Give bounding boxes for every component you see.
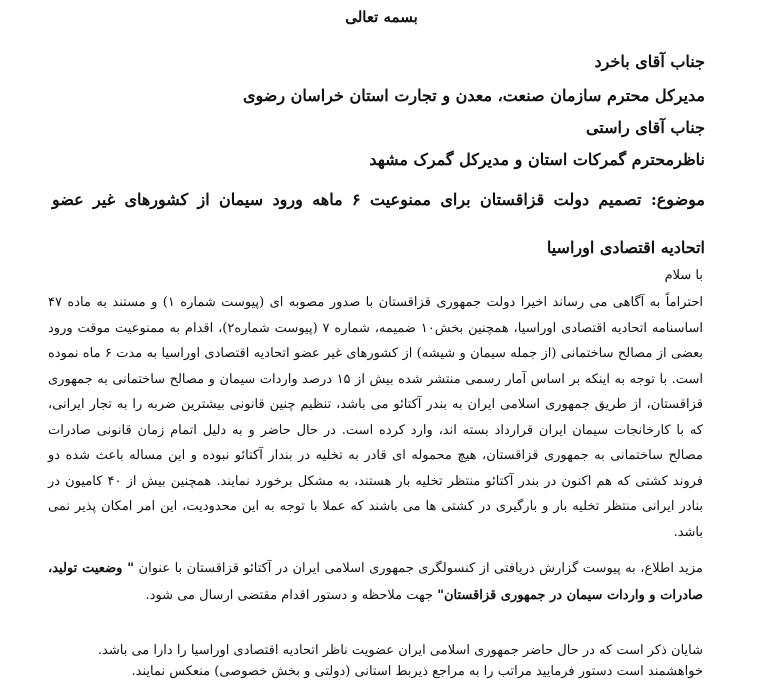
letter-heading: بسمه تعالی xyxy=(345,8,418,26)
paragraph-3-line-1: شایان ذکر است که در حال حاضر جمهوری اسلامی ایران عضویت ناظر اتحادیه اقتصادی اوراسیا را دارا می باشد. xyxy=(97,643,703,658)
letter-subject: موضوع: تصمیم دولت قزاقستان برای ممنوعیت ۶ ماهه ورود سیمان از کشورهای غیر عضو اتحادیه اقتصادی اوراسیا xyxy=(52,190,705,257)
paragraph-3-line-2: خواهشمند است دستور فرمایید مراتب را به مراجع ذیربط استانی (دولتی و بخش خصوصی) منعکس نمایند. xyxy=(131,664,703,679)
letter-greeting: با سلام xyxy=(664,268,703,283)
recipient-2-name: جناب آقای راستی xyxy=(585,118,705,137)
body-paragraph-2 xyxy=(48,555,703,609)
recipient-2-title: ناظرمحترم گمرکات استان و مدیرکل گمرک مشهد xyxy=(369,150,705,169)
report-title: " وضعیت تولید، صادرات و واردات سیمان در جمهوری قزاقستان" xyxy=(48,561,703,603)
body-paragraph-1: احتراماً به آگاهی می رساند اخیرا دولت جمهوری قزاقستان با صدور مصوبه ای (پیوست شماره ۱) و مستند به ماده ۴۷ اساسنامه اتحادیه اقتصادی اوراسیا، همچنین بخش۱۰ ضمیمه، شماره ۷ (پیوست شماره۲)، اقدام به ممنوعیت موقت ورود بعضی از مصالح ساختمانی (از جمله سیمان و شیشه) از کشورهای غیر عضو اتحادیه اقتصادی اوراسیا به مدت ۶ ماه نموده است. با توجه به اینکه بر اساس آمار رسمی منتشر شده بیش از ۱۵ درصد واردات سیمان و مصالح ساختمانی به جمهوری قزاقستان، از طریق جمهوری اسلامی ایران به بندر آکتائو می باشد، تنظیم چنین قانونی بیشترین ضربه را به تجار ایرانی، که با کارخانجات سیمان ایران قرارداد بسته اند، وارد کرده است. در حال حاضر و به دلیل اتمام زمان قانونی صادرات مصالح ساختمانی به جمهوری قزاقستان، هیچ محموله ای قادر به تخلیه در بندار آکتائو نبوده و این مساله باعث شده دو فروند کشتی که هم اکنون در بندر آکتائو منتظر تخلیه بار هستند، به مشکل برخورد نمایند. همچنین بیش از ۴۰ کامیون در بنادر ایرانی منتظر تخلیه بار و بارگیری در کشتی ها می باشند که عملا با توجه به این محدودیت، این امر امکان پذیر نمی باشد. xyxy=(48,295,703,540)
paragraph-2-intro: مزید اطلاع، به پیوست گزارش دریافتی از کنسولگری جمهوری اسلامی ایران در آکتائو قزاقستان با عنوان xyxy=(134,561,704,576)
recipient-1-title: مدیرکل محترم سازمان صنعت، معدن و تجارت استان خراسان رضوی xyxy=(243,86,705,105)
recipient-1-name: جناب آقای باخرد xyxy=(594,52,705,71)
body-paragraph-3 xyxy=(48,640,703,682)
paragraph-2-ending: جهت ملاحظه و دستور اقدام مقتضی ارسال می شود. xyxy=(145,588,438,603)
